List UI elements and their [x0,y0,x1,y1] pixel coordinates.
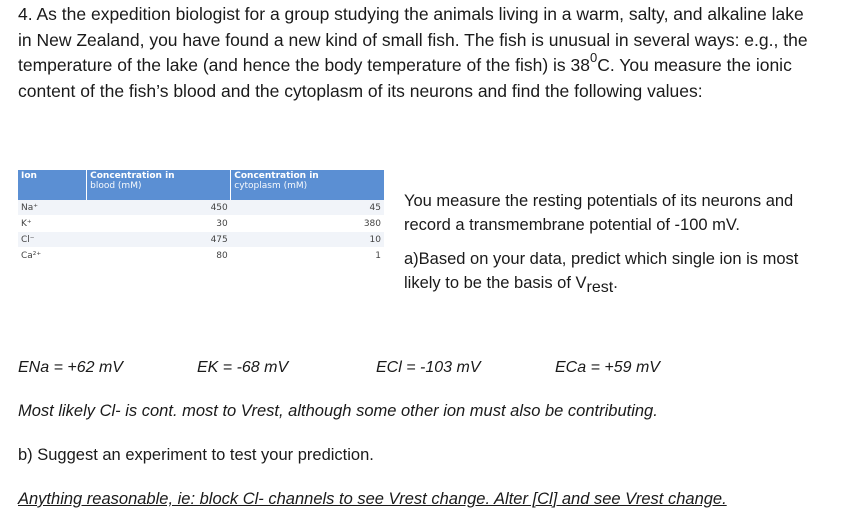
header-ion: Ion [18,170,87,200]
question-tail: C. You measure the ionic content of the fish’s blood and the cytoplasm of its neurons and find the following values: [18,55,792,101]
resting-potential-text: You measure the resting potentials of its neurons and record a transmembrane potential of -100 mV. [404,192,794,234]
equilibrium-cl: ECl = -103 mV [376,359,481,376]
cell-ion: K⁺ [18,216,87,232]
header-cytoplasm [231,170,384,200]
header-cyto-line2: cytoplasm (mM) [234,181,308,191]
cell-cyto: 45 [231,200,384,216]
question-text [18,2,818,104]
cell-cyto: 10 [231,232,384,248]
header-blood-line1: Concentration in [90,171,175,181]
question-a-text: a)Based on your data, predict which single ion is most likely to be the basis of V [404,250,799,292]
cell-ion: Ca²⁺ [18,248,87,264]
question-a-end: . [613,273,618,292]
table-header-row [18,170,384,200]
cell-cyto: 380 [231,216,384,232]
ion-concentration-table [18,170,384,264]
question-a [404,248,824,295]
question-b: b) Suggest an experiment to test your prediction. [18,446,374,464]
table-row [18,216,384,232]
equilibrium-ca: ECa = +59 mV [555,359,660,376]
vrest-subscript: rest [586,278,614,296]
header-cyto-line1: Concentration in [234,171,319,181]
equilibrium-k: EK = -68 mV [197,359,289,376]
question-lead: 4. As the expedition biologist for a group studying the animals living in a warm, salty, and alkaline lake in New Zealand, you have found a new kind of small fish. The fish is unusual in several ways: e.g., the temperature of the lake (and hence the body temperature of the fish) is 38 [18,4,808,75]
header-blood [87,170,231,200]
cell-blood: 80 [87,248,231,264]
cell-cyto: 1 [231,248,384,264]
header-blood-line2: blood (mM) [90,181,142,191]
table-row [18,232,384,248]
cell-ion: Cl⁻ [18,232,87,248]
table-row [18,200,384,216]
cell-blood: 475 [87,232,231,248]
answer-a: Most likely Cl- is cont. most to Vrest, although some other ion must also be contributing. [18,402,658,420]
equilibrium-na: ENa = +62 mV [18,359,123,376]
side-text [404,190,824,295]
degree-superscript: 0 [590,50,598,66]
cell-ion: Na⁺ [18,200,87,216]
cell-blood: 450 [87,200,231,216]
table-row [18,248,384,264]
answer-b: Anything reasonable, ie: block Cl- channels to see Vrest change. Alter [Cl] and see Vrest change. [18,490,727,508]
cell-blood: 30 [87,216,231,232]
